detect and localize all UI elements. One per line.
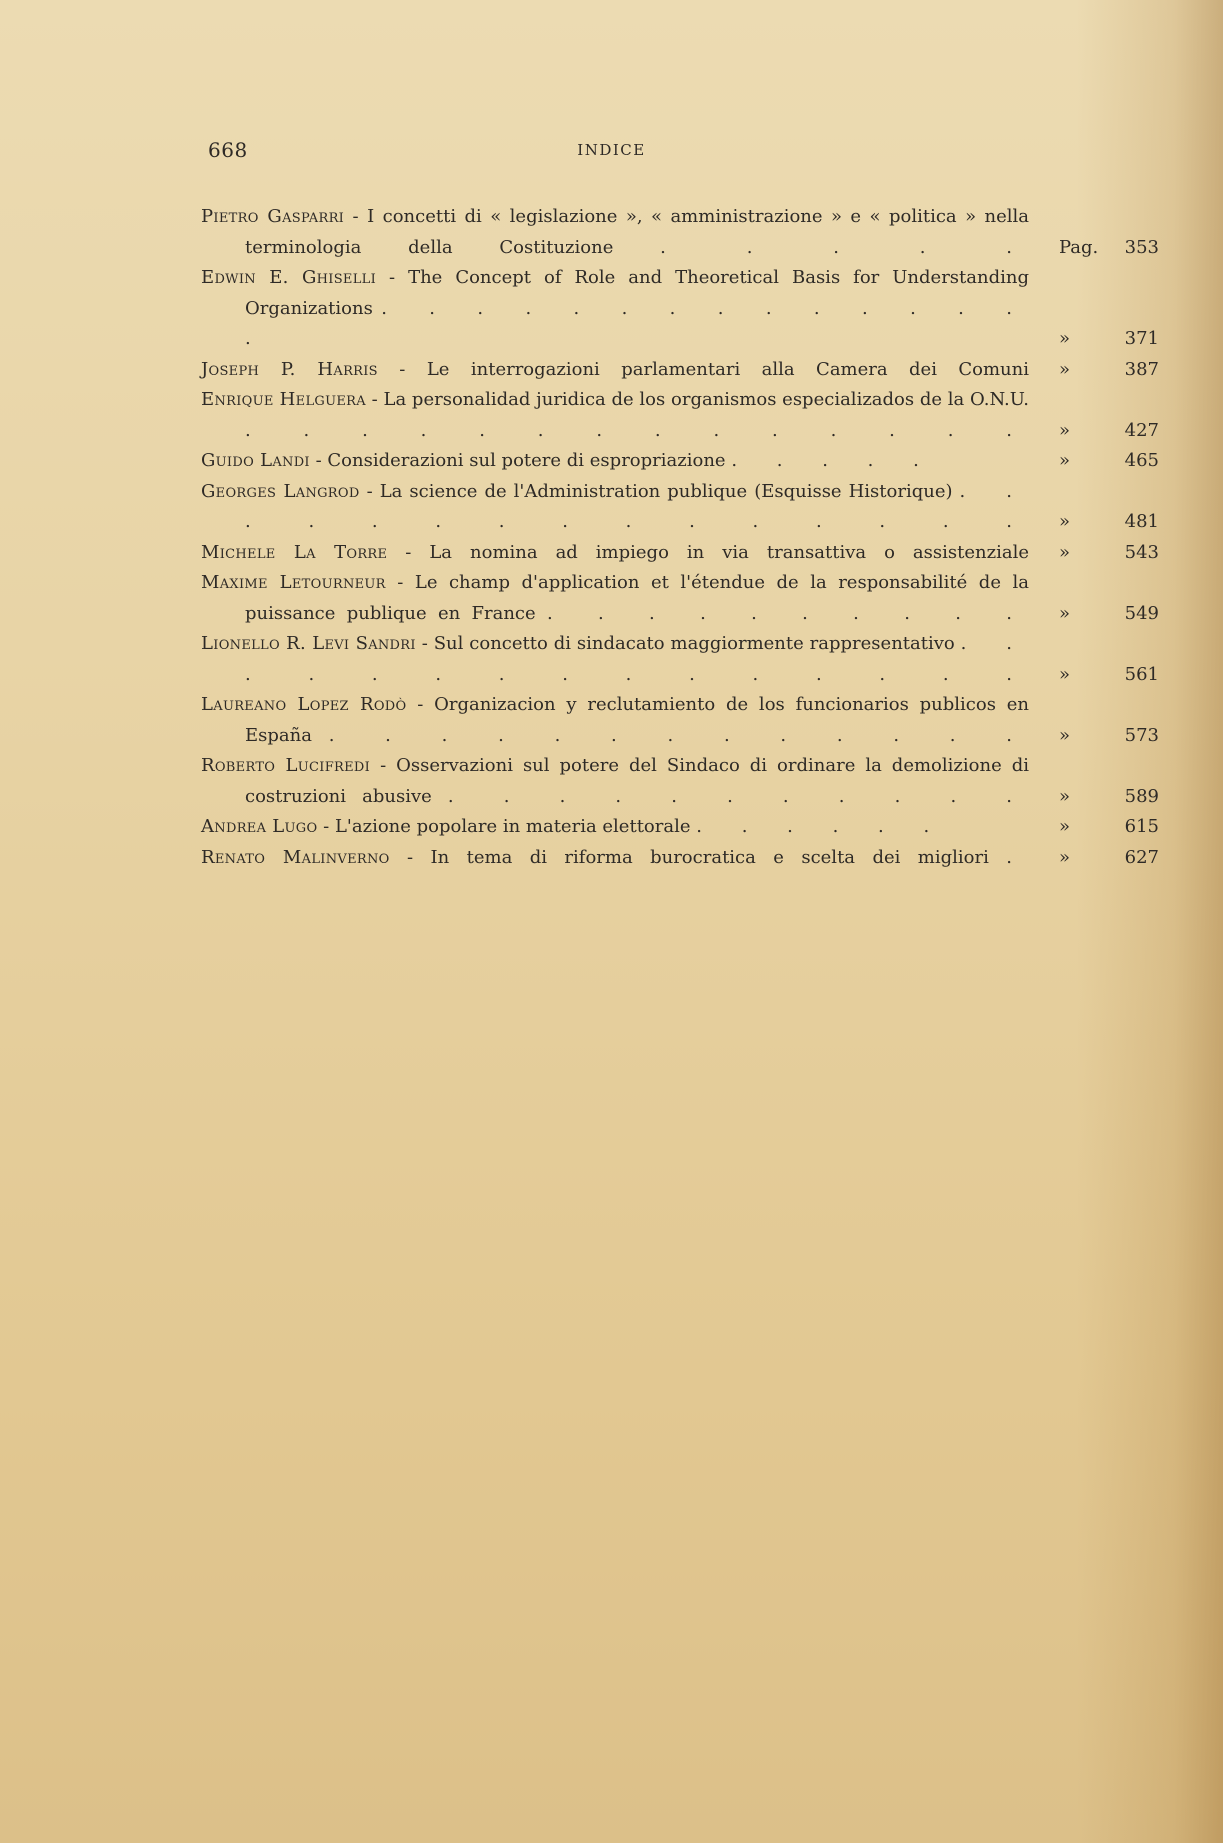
toc-entry-page-label: » (1059, 419, 1071, 441)
toc-entry-title: La science de l'Administration publique (Esquisse Historique) (379, 480, 953, 502)
toc-entry-title: Sul concetto di sindacato maggiormente rappresentativo (433, 633, 955, 654)
dot-leader: . . . . . . . . . . . . . . (245, 419, 1029, 441)
toc-entry-author: Renato Malinverno (201, 846, 390, 868)
toc-entry-title: The Concept of Role and Theoretical Basis for Understanding Organizations (245, 267, 1029, 319)
toc-entry (201, 263, 1159, 355)
toc-entry (201, 385, 1159, 446)
dot-leader: . . . . . (731, 450, 936, 471)
toc-entry (201, 690, 1159, 751)
dot-leader: . (1006, 846, 1030, 868)
toc-entry-text (201, 538, 1029, 569)
dot-leader: . . . . . . . . . . (546, 602, 1029, 624)
toc-entry-page-number: 543 (1124, 541, 1159, 563)
dot-leader: . . . . . . . . . . . . . . . (245, 480, 1029, 532)
toc-entry-author: Georges Langrod (201, 480, 360, 502)
toc-entry-separator: - (317, 816, 335, 837)
toc-entry (201, 202, 1159, 263)
toc-entry (201, 538, 1159, 569)
toc-entry (201, 812, 1159, 843)
toc-entry-page-label: » (1059, 358, 1071, 380)
toc-entry-text (201, 385, 1029, 446)
toc-entry-text (201, 629, 1029, 690)
toc-entry-author: Maxime Letourneur (201, 572, 386, 593)
toc-entry-author: Joseph P. Harris (201, 358, 378, 380)
toc-entry-page-number: 371 (1124, 328, 1159, 349)
toc-entry-author: Lionello R. Levi Sandri (201, 633, 416, 654)
toc-entry-page-label: » (1059, 724, 1071, 746)
table-of-contents (201, 202, 1159, 873)
toc-entry-page-number: 481 (1124, 511, 1159, 532)
toc-entry-text (201, 751, 1029, 812)
toc-entry-page-label: » (1059, 541, 1071, 563)
toc-entry-title: La personalidad juridica de los organismos especializados de la O.N.U. (383, 389, 1030, 410)
dot-leader: . . . . . . . . . . . . . . . (245, 297, 1029, 349)
toc-entry-separator: - (389, 846, 431, 868)
toc-entry-title: In tema di riforma burocratica e scelta dei migliori (430, 846, 989, 868)
toc-entry (201, 843, 1159, 874)
toc-entry-page-label: » (1059, 328, 1071, 349)
toc-entry-separator: - (370, 755, 397, 776)
toc-entry-separator: - (406, 694, 435, 715)
toc-entry-separator: - (377, 358, 427, 380)
toc-entry-text (201, 477, 1029, 538)
toc-entry-page-number: 573 (1124, 724, 1159, 746)
toc-entry-text (201, 843, 1029, 874)
toc-entry-text (201, 812, 1029, 843)
toc-entry (201, 629, 1159, 690)
toc-entry-separator: - (387, 541, 430, 563)
toc-entry-text (201, 263, 1029, 355)
toc-entry-page-label: » (1059, 450, 1071, 471)
toc-entry-page-label: » (1059, 846, 1071, 868)
toc-entry (201, 751, 1159, 812)
toc-entry-page-label: » (1059, 785, 1071, 807)
dot-leader: . . . . . . . . . . . . . (328, 724, 1029, 746)
toc-entry-title: Organizacion y reclutamiento de los funcionarios publicos en España (245, 694, 1029, 746)
toc-entry-author: Andrea Lugo (201, 816, 318, 837)
running-title: INDICE (577, 141, 646, 159)
toc-entry-page-label: Pag. (1059, 236, 1099, 258)
toc-entry-page-number: 589 (1124, 785, 1159, 807)
toc-entry-page-number: 549 (1124, 602, 1159, 624)
dot-leader: . . . . . . . . . . . . . . . (245, 633, 1029, 685)
toc-entry-author: Enrique Helguera (201, 389, 366, 410)
toc-entry-title: I concetti di « legislazione », « amministrazione » e « politica » nella terminologia della Costituzione (245, 206, 1030, 258)
toc-entry (201, 477, 1159, 538)
toc-entry-author: Edwin E. Ghiselli (201, 267, 377, 288)
toc-entry-separator: - (344, 206, 368, 227)
toc-entry-page-label: » (1059, 511, 1071, 532)
toc-entry-separator: - (309, 450, 328, 471)
toc-entry-separator: - (365, 389, 384, 410)
toc-entry-text (201, 690, 1029, 751)
toc-entry-author: Pietro Gasparri (201, 206, 345, 227)
toc-entry (201, 446, 1159, 477)
toc-entry-page-number: 427 (1124, 419, 1159, 441)
toc-entry-separator: - (359, 480, 380, 502)
toc-entry-text (201, 568, 1029, 629)
toc-entry-page-number: 387 (1124, 358, 1159, 380)
toc-entry-author: Guido Landi (201, 450, 310, 471)
toc-entry-author: Roberto Lucifredi (201, 755, 371, 776)
dot-leader: . . . . . . . . . . . (447, 785, 1029, 807)
toc-entry-title: Le champ d'application et l'étendue de la responsabilité de la puissance publique en France (245, 572, 1029, 624)
toc-entry-page-number: 353 (1124, 236, 1159, 258)
page-header (0, 138, 1223, 162)
dot-leader: . . . . . (660, 236, 1029, 258)
toc-entry-title: Le interrogazioni parlamentari alla Camera dei Comuni (426, 358, 1030, 380)
toc-entry-text (201, 446, 1029, 477)
page-number: 668 (208, 138, 248, 162)
toc-entry-page-number: 627 (1124, 846, 1159, 868)
toc-entry-title: Considerazioni sul potere di espropriazione (327, 450, 726, 471)
toc-entry-text (201, 202, 1029, 263)
toc-entry-separator: - (385, 572, 415, 593)
toc-entry (201, 568, 1159, 629)
toc-entry-page-number: 465 (1124, 450, 1159, 471)
toc-entry-page-label: » (1059, 663, 1071, 685)
toc-entry-page-number: 615 (1124, 816, 1159, 837)
toc-entry-author: Michele La Torre (201, 541, 388, 563)
toc-entry-title: L'azione popolare in materia elettorale (334, 816, 691, 837)
dot-leader: . . . . . . (696, 816, 947, 837)
toc-entry-separator: - (415, 633, 434, 654)
toc-entry-author: Laureano Lopez Rodò (201, 694, 407, 715)
toc-entry-page-label: » (1059, 602, 1071, 624)
toc-entry-text (201, 355, 1029, 386)
toc-entry-title: Osservazioni sul potere del Sindaco di ordinare la demolizione di costruzioni abusive (245, 755, 1029, 807)
toc-entry-page-label: » (1059, 816, 1071, 837)
toc-entry-title: La nomina ad impiego in via transattiva o assistenziale (429, 541, 1029, 563)
toc-entry-separator: - (376, 267, 409, 288)
toc-entry (201, 355, 1159, 386)
toc-entry-page-number: 561 (1124, 663, 1159, 685)
